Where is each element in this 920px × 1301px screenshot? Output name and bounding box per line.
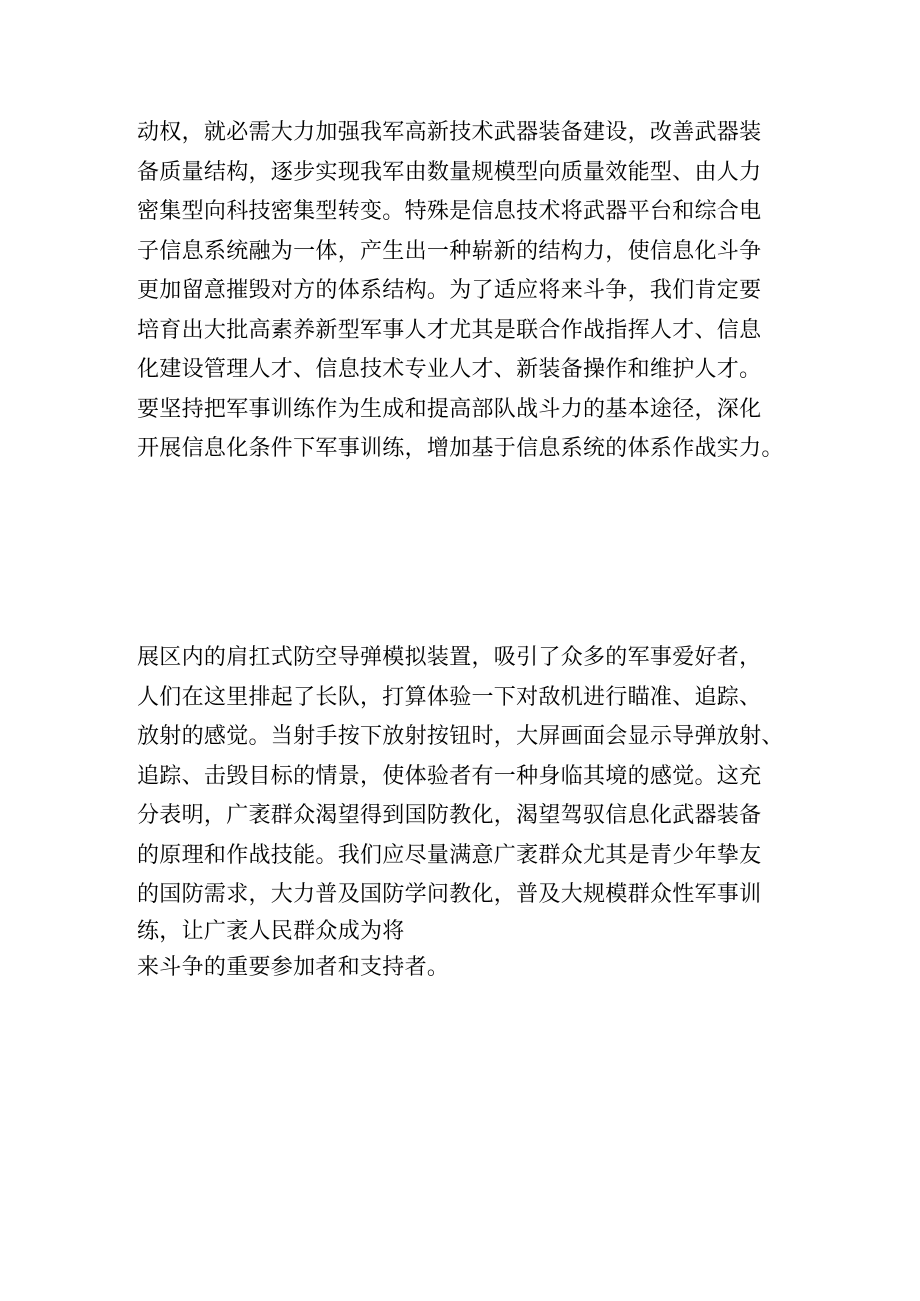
- paragraph-air-defense-exhibit: [137, 638, 787, 987]
- text-line: 来斗争的重要参加者和支持者。: [137, 954, 450, 980]
- text-line: 更加留意摧毁对方的体系结构。为了适应将来斗争，我们肯定要: [137, 278, 762, 303]
- text-line: 分表明，广袤群众渴望得到国防教化，渴望驾驭信息化武器装备: [137, 803, 762, 828]
- text-line: 展区内的肩扛式防空导弹模拟装置，吸引了众多的军事爱好者，: [137, 645, 762, 670]
- text-line: 培育出大批高素养新型军事人才尤其是联合作战指挥人才、信息: [137, 317, 762, 343]
- text-line: 开展信息化条件下军事训练，增加基于信息系统的体系作战实力。: [137, 436, 784, 461]
- text-line: 人们在这里排起了长队，打算体验一下对敌机进行瞄准、追踪、: [137, 684, 762, 710]
- paragraph-military-modernization: [137, 113, 787, 469]
- text-line: 要坚持把军事训练作为生成和提高部队战斗力的基本途径，深化: [137, 396, 762, 422]
- text-line: 备质量结构，逐步实现我军由数量规模型向质量效能型、由人力: [137, 159, 762, 185]
- text-line: 密集型向科技密集型转变。特殊是信息技术将武器平台和综合电: [137, 199, 762, 224]
- text-line: 的国防需求，大力普及国防学问教化，普及大规模群众性军事训: [137, 882, 762, 907]
- text-line: 动权，就必需大力加强我军高新技术武器装备建设，改善武器装: [137, 120, 762, 145]
- text-line: 追踪、击毁目标的情景，使体验者有一种身临其境的感觉。这充: [137, 763, 762, 789]
- text-line: 放射的感觉。当射手按下放射按钮时，大屏画面会显示导弹放射、: [137, 724, 784, 749]
- text-line: 练，让广袤人民群众成为将: [137, 918, 405, 944]
- text-line: 的原理和作战技能。我们应尽量满意广袤群众尤其是青少年挚友: [137, 842, 762, 868]
- text-line: 化建设管理人才、信息技术专业人才、新装备操作和维护人才。: [137, 357, 762, 382]
- text-line: 子信息系统融为一体，产生出一种崭新的结构力，使信息化斗争: [137, 238, 762, 264]
